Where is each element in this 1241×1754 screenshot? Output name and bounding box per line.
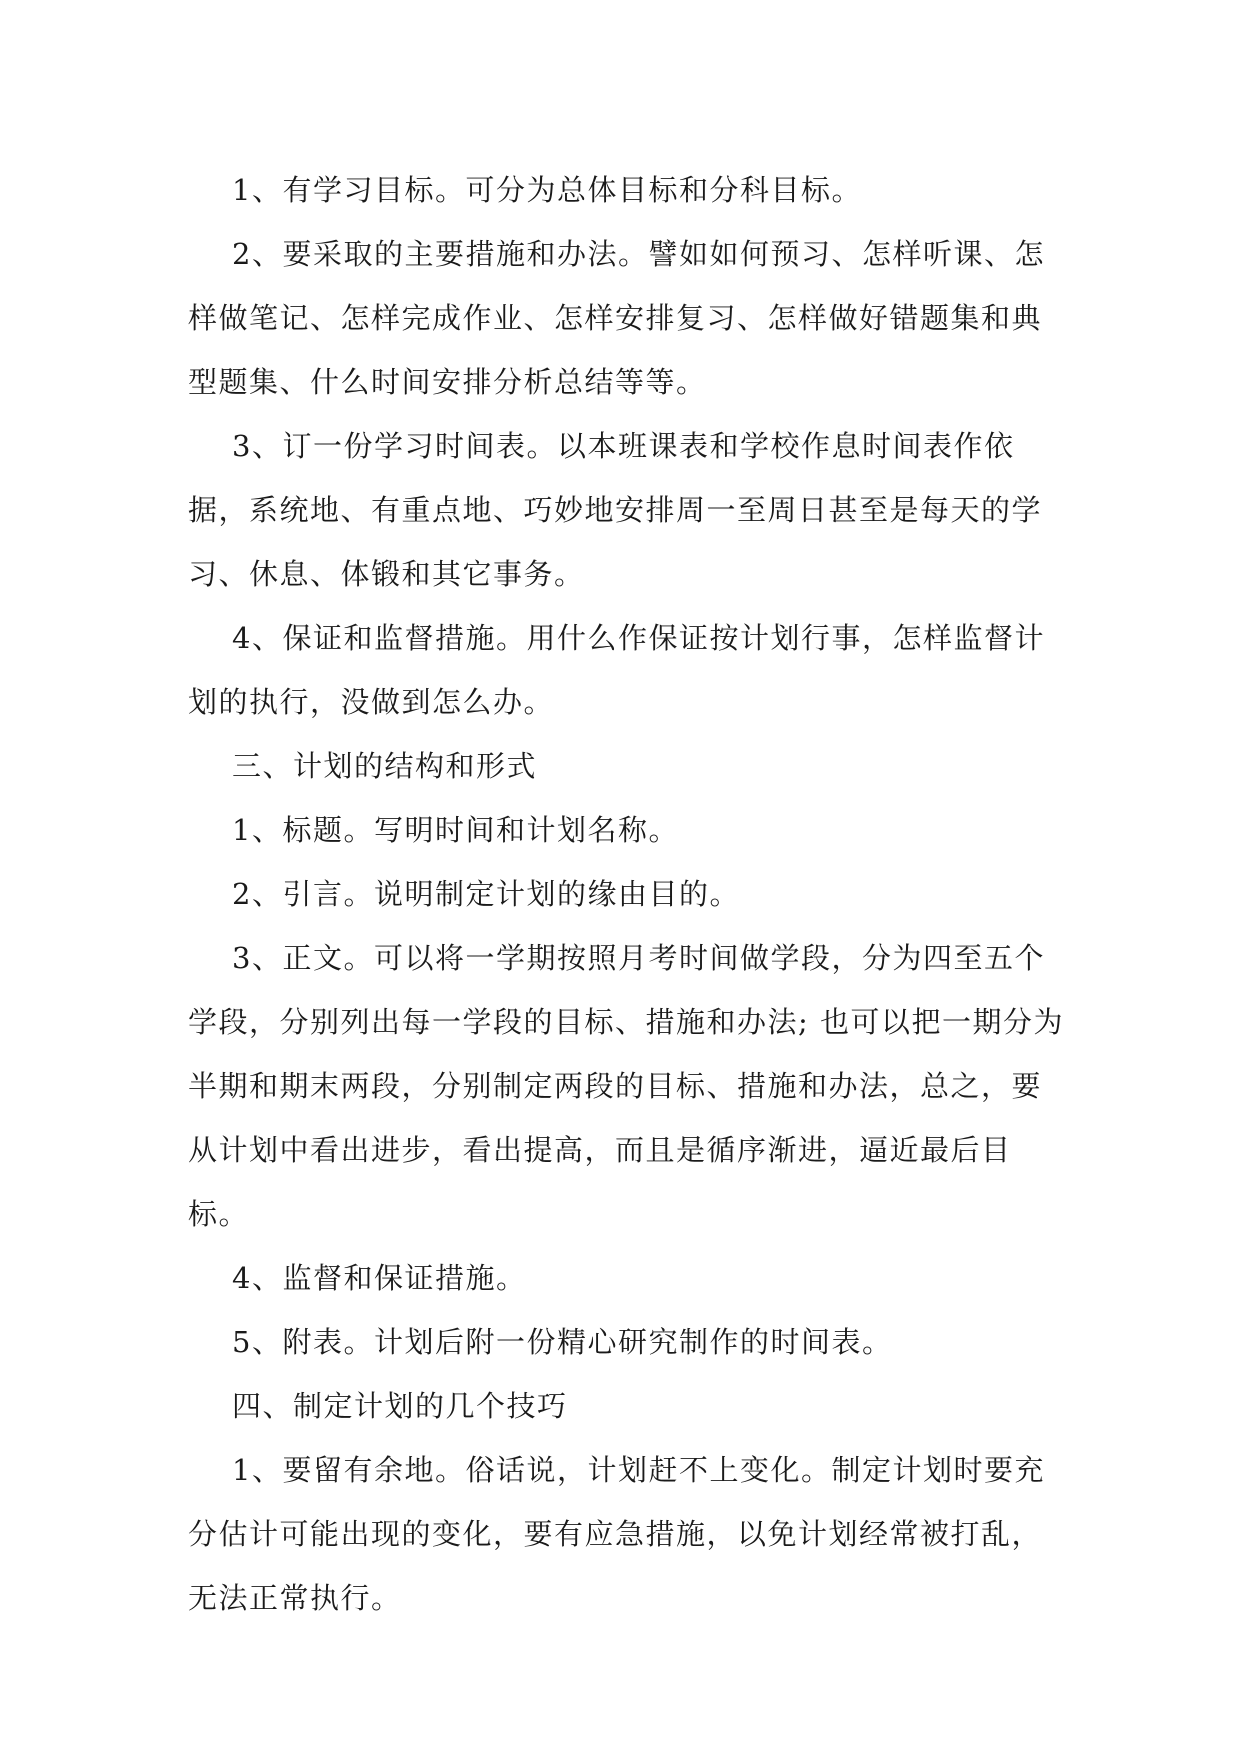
paragraph-main-text: 3、正文。可以将一学期按照月考时间做学段，分为四至五个学段，分别列出每一学段的目标、措施和办法; 也可以把一期分为半期和期末两段，分别制定两段的目标、措施和办法，总之，要从计划中看出进步，看出提高，而且是循序渐进，逼近最后目标。 [188,941,1064,1231]
paragraph-leave-margin: 1、要留有余地。俗话说，计划赶不上变化。制定计划时要充分估计可能出现的变化，要有应急措施，以免计划经常被打乱，无法正常执行。 [188,1453,1045,1615]
paragraph-goal: 1、有学习目标。可分为总体目标和分科目标。 [232,173,862,207]
paragraph-introduction: 2、引言。说明制定计划的缘由目的。 [232,877,740,911]
document-body [188,158,1068,1630]
section-heading-techniques: 四、制定计划的几个技巧 [232,1389,568,1423]
paragraph-appendix: 5、附表。计划后附一份精心研究制作的时间表。 [232,1325,893,1359]
paragraph-supervision: 4、保证和监督措施。用什么作保证按计划行事，怎样监督计划的执行，没做到怎么办。 [188,621,1045,719]
paragraph-supervision-guarantee: 4、监督和保证措施。 [232,1261,527,1295]
paragraph-measures: 2、要采取的主要措施和办法。譬如如何预习、怎样听课、怎样做笔记、怎样完成作业、怎样安排复习、怎样做好错题集和典型题集、什么时间安排分析总结等等。 [188,237,1045,399]
paragraph-timetable: 3、订一份学习时间表。以本班课表和学校作息时间表作依据，系统地、有重点地、巧妙地安排周一至周日甚至是每天的学习、休息、体锻和其它事务。 [188,429,1043,591]
section-heading-structure: 三、计划的结构和形式 [232,749,538,783]
paragraph-title: 1、标题。写明时间和计划名称。 [232,813,679,847]
